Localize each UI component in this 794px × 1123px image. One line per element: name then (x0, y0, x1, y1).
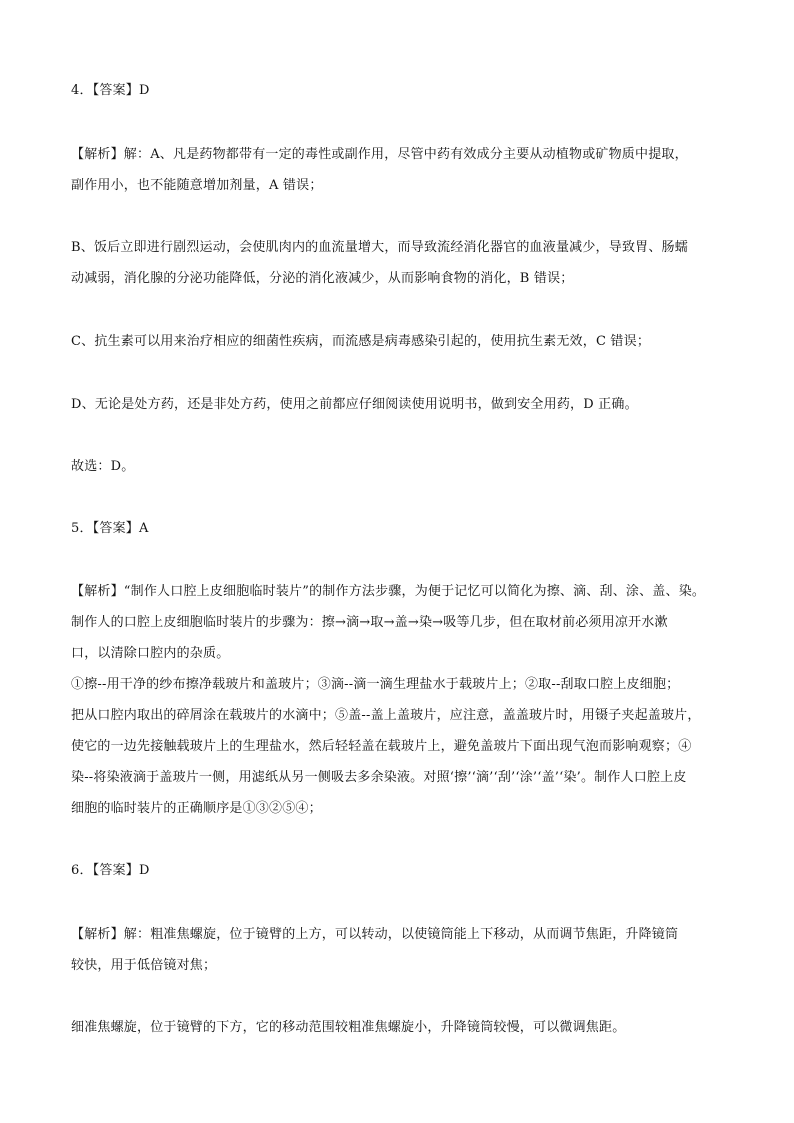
option-d-line: D、无论是处方药，还是非处方药，使用之前都应仔细阅读使用说明书，做到安全用药，D 正确。 (71, 397, 638, 412)
analysis-5-line-7: 染--将染液滴于盖玻片一侧，用滤纸从另一侧吸去多余染液。对照‘擦’‘滴’‘刮’‘涂’‘盖’‘染’。制作人口腔上皮 (71, 770, 687, 785)
analysis-5-line-1: 【解析】“制作人口腔上皮细胞临时装片”的制作方法步骤，为便于记忆可以简化为擦、滴、刮、涂、盖、染。 (71, 584, 706, 599)
analysis-5-line-6: 使它的一边先接触载玻片上的生理盐水，然后轻轻盖在载玻片上，避免盖玻片下面出现气泡而影响观察；④ (71, 739, 692, 754)
analysis-5-line-8: 细胞的临时装片的正确顺序是①③②⑤④； (71, 801, 322, 816)
answer-4-heading: 4．【答案】D (71, 83, 150, 98)
analysis-6-line-1: 【解析】解：粗准焦螺旋，位于镜臂的上方，可以转动，以使镜筒能上下移动，从而调节焦距，升降镜筒 (71, 927, 679, 942)
option-b-line-2: 动减弱，消化腺的分泌功能降低，分泌的消化液减少，从而影响食物的消化，B 错误； (71, 271, 574, 286)
answer-6-heading: 6．【答案】D (71, 863, 150, 878)
analysis-5-line-2: 制作人的口腔上皮细胞临时装片的步骤为：擦→滴→取→盖→染→吸等几步，但在取材前必须用凉开水漱 (71, 615, 668, 630)
analysis-4-line-1: 【解析】解：A、凡是药物都带有一定的毒性或副作用，尽管中药有效成分主要从动植物或矿物质中提取， (71, 147, 688, 162)
option-b-line-1: B、饭后立即进行剧烈运动，会使肌肉内的血流量增大，而导致流经消化器官的血液量减少，导致胃、肠蠕 (71, 240, 688, 255)
analysis-4-line-2: 副作用小，也不能随意增加剂量，A 错误； (71, 178, 323, 193)
analysis-5-line-4: ①擦--用干净的纱布擦净载玻片和盖玻片；③滴--滴一滴生理盐水于载玻片上；②取--刮取口腔上皮细胞； (71, 677, 680, 692)
analysis-5-line-5: 把从口腔内取出的碎屑涂在载玻片的水滴中；⑤盖--盖上盖玻片，应注意，盖盖玻片时，用镊子夹起盖玻片， (71, 708, 701, 723)
analysis-6-line-3: 细准焦螺旋，位于镜臂的下方，它的移动范围较粗准焦螺旋小，升降镜筒较慢，可以微调焦距。 (71, 1020, 626, 1035)
answer-4-conclusion: 故选：D。 (71, 459, 135, 474)
option-c-line: C、抗生素可以用来治疗相应的细菌性疾病，而流感是病毒感染引起的，使用抗生素无效，C 错误； (71, 334, 651, 349)
analysis-6-line-2: 较快，用于低倍镜对焦； (71, 958, 217, 973)
answer-5-heading: 5．【答案】A (71, 521, 149, 536)
analysis-5-line-3: 口，以清除口腔内的杂质。 (71, 646, 230, 661)
